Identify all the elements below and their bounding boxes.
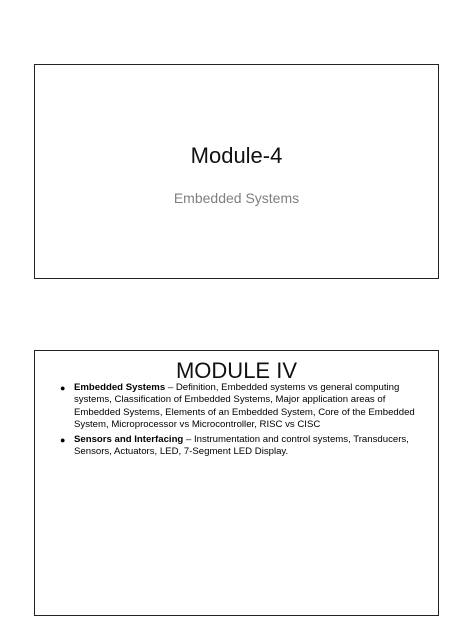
content-slide xyxy=(34,350,439,616)
bullet-text: – Instrumentation and control systems, Transducers, Sensors, Actuators, LED, 7-Segment LED Display. xyxy=(74,434,409,458)
bullet-list xyxy=(60,382,418,462)
title-slide xyxy=(34,64,439,279)
bullet-text: – Definition, Embedded systems vs general computing systems, Classification of Embedded Systems, Major application areas of Embedded Systems, Elements of an Embedded System, Core of the Embedded System, Microprocessor vs Microcontroller, RISC vs CISC xyxy=(74,382,415,430)
slide-heading: MODULE IV xyxy=(175,358,298,383)
list-item xyxy=(60,382,418,431)
slide-title: Module-4 xyxy=(190,143,283,168)
bullet-term: Embedded Systems xyxy=(74,382,166,393)
bullet-term: Sensors and Interfacing xyxy=(74,434,184,446)
slide-subtitle: Embedded Systems xyxy=(173,190,300,206)
bullet-icon: ● xyxy=(60,383,66,393)
list-item xyxy=(60,434,418,459)
bullet-icon: ● xyxy=(60,435,66,446)
